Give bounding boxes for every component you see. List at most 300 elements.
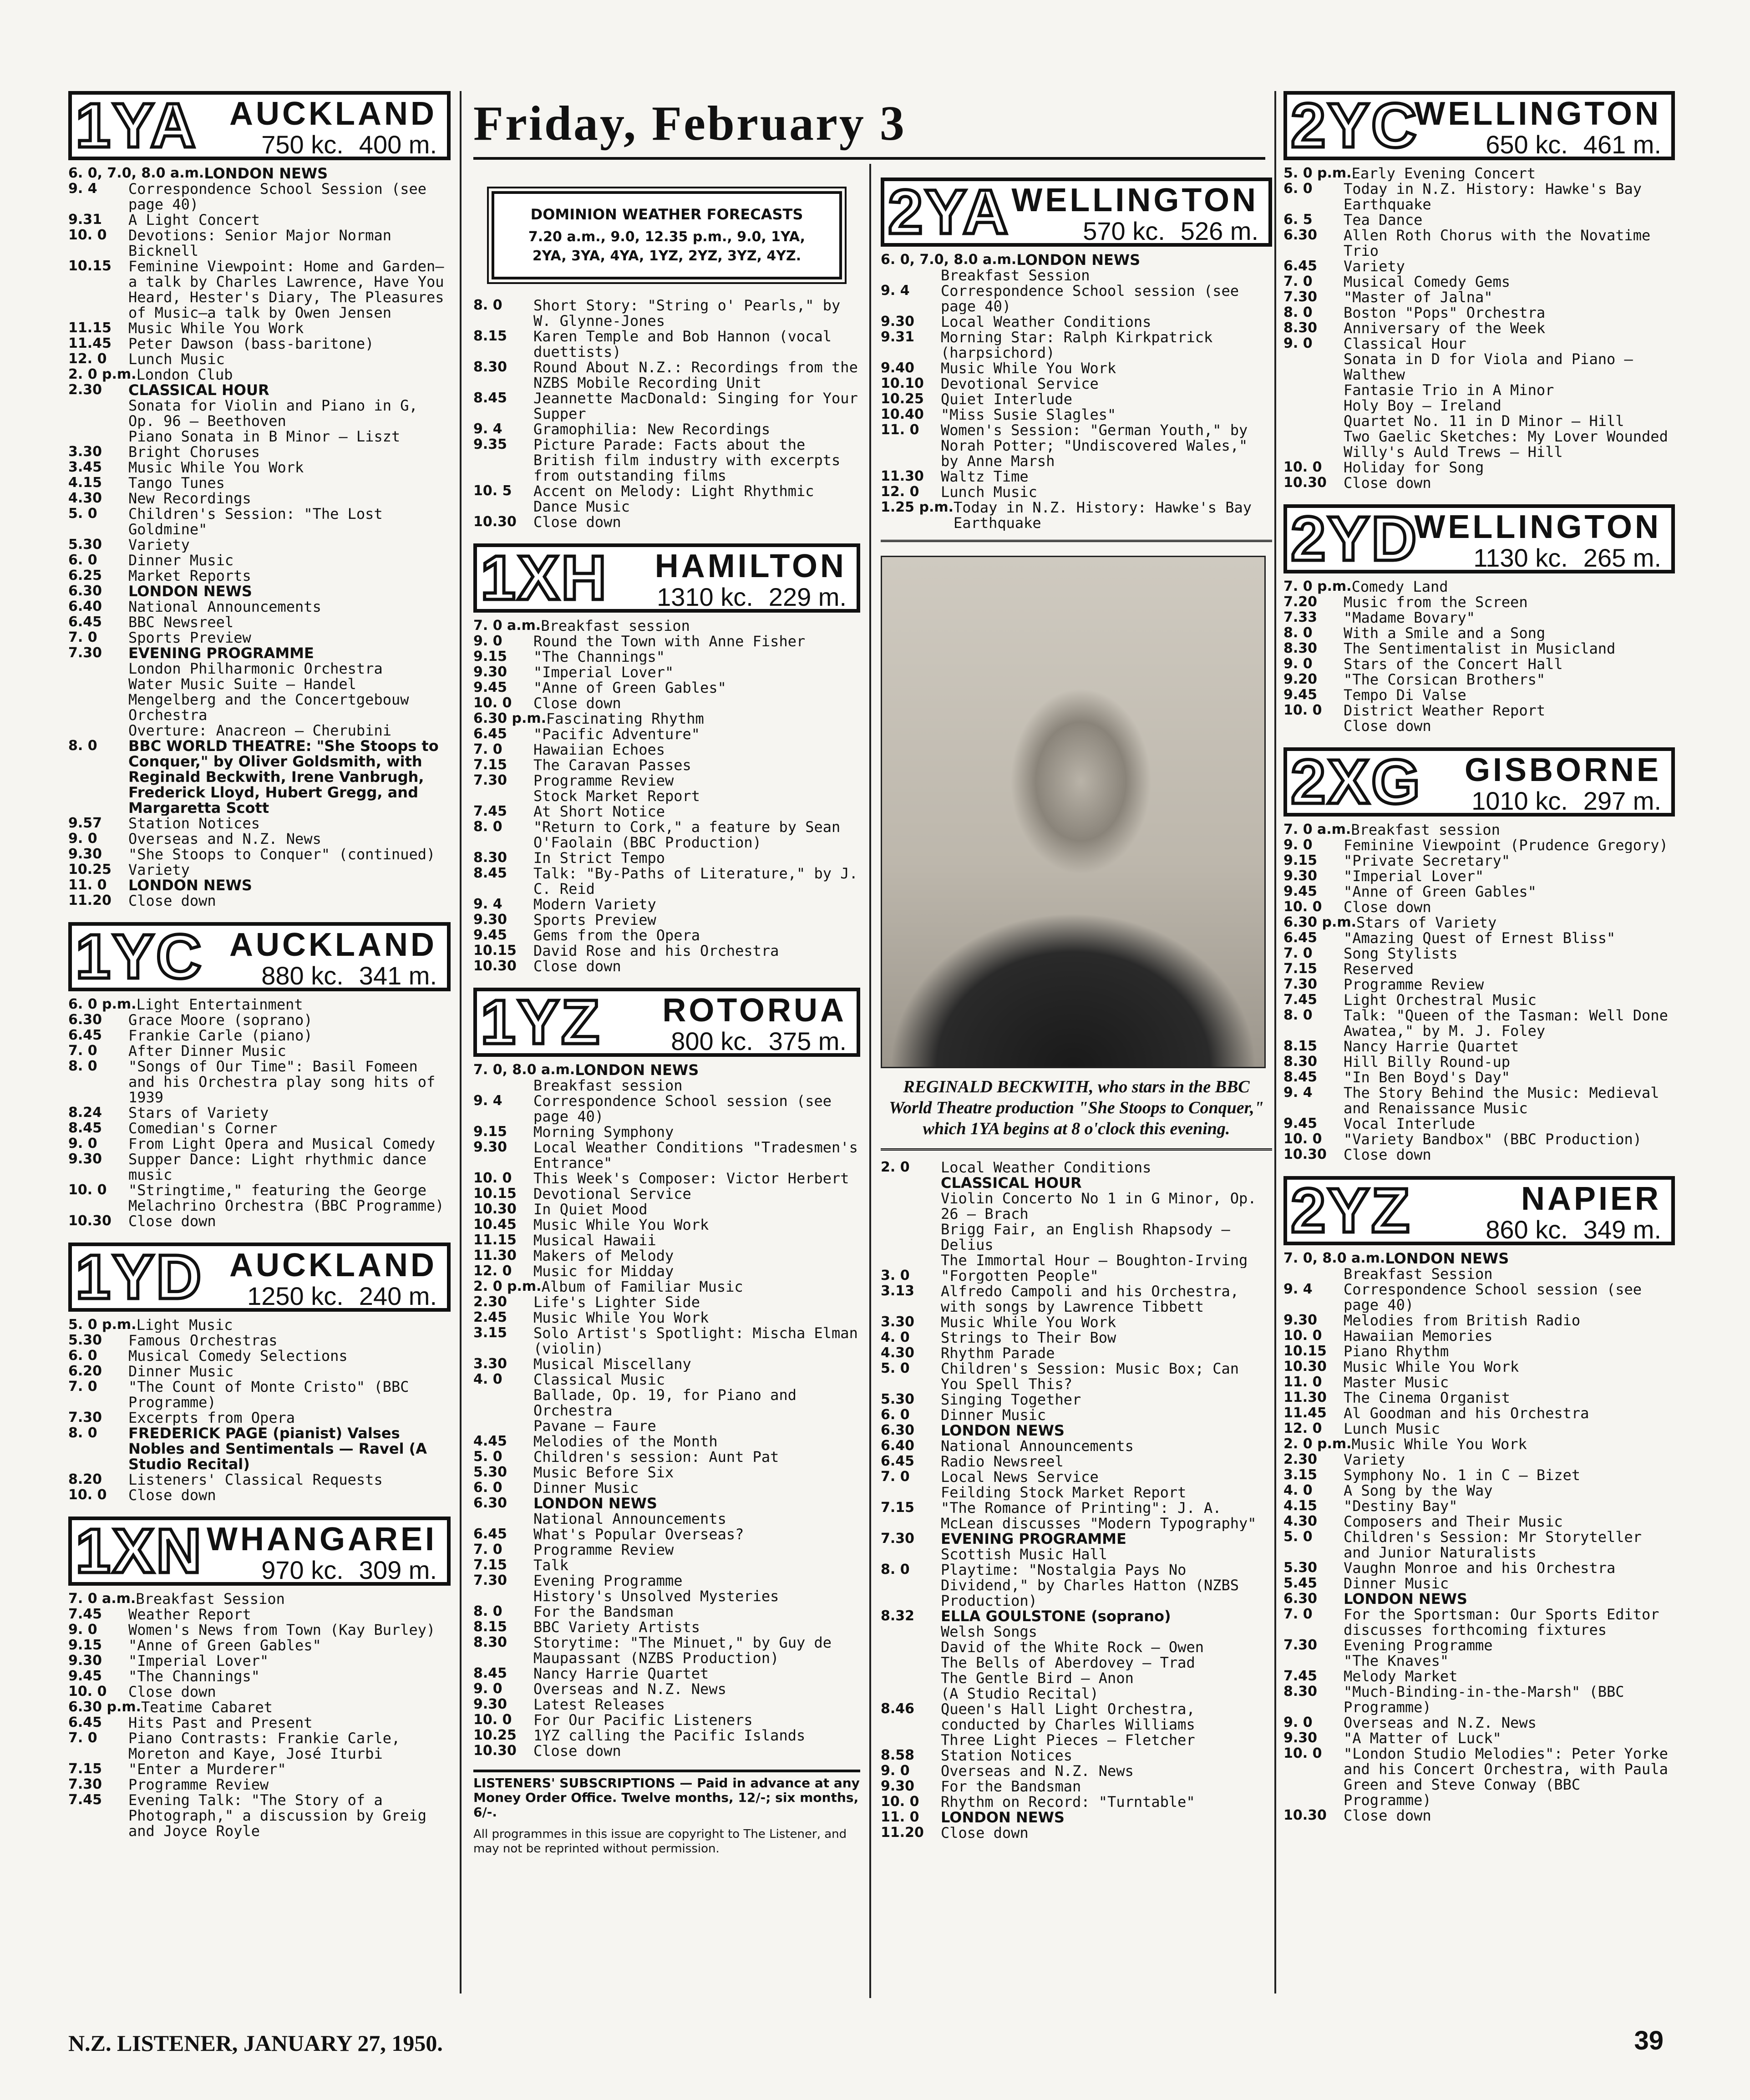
entry-title: "Songs of Our Time": Basil Fomeen and his Orchestra play song hits of 1939 — [128, 1059, 436, 1105]
entry-time: 9. 0 — [68, 1622, 97, 1638]
entry-title: Programme Review — [128, 1777, 269, 1792]
entry-time — [68, 676, 128, 692]
entry-time: 5. 0 p.m. — [68, 1317, 137, 1333]
station-callsign: 1XN — [76, 1516, 203, 1586]
schedule-entry — [473, 1279, 860, 1294]
entry-title: Women's Session: "German Youth," by Norah Potter; "Undiscovered Wales," by Anne Marsh — [941, 422, 1248, 469]
entry-time — [68, 398, 128, 429]
schedule-entry — [1283, 1436, 1675, 1452]
schedule-entry — [1283, 992, 1675, 1008]
entry-time — [1283, 429, 1344, 444]
schedule-entry — [473, 1387, 860, 1418]
entry-title: "Variety Bandbox" (BBC Production) — [1344, 1131, 1642, 1147]
entry-title: Melodies from British Radio — [1344, 1313, 1581, 1328]
station-frequency: 1130 kc. 265 m. — [1473, 543, 1661, 572]
schedule-entry — [68, 1730, 451, 1761]
schedule-entry — [881, 1469, 1272, 1485]
entry-time: 2. 0 p.m. — [1283, 1436, 1352, 1452]
schedule-entry — [473, 680, 860, 695]
schedule-entry — [1283, 289, 1675, 305]
schedule-entry — [1283, 1730, 1675, 1746]
schedule-entry — [881, 1748, 1272, 1763]
entry-time: 9. 4 — [473, 1093, 502, 1109]
schedule-entry — [68, 997, 451, 1012]
entry-time: 6.30 — [68, 583, 102, 599]
entry-time: 10. 0 — [1283, 899, 1322, 915]
entry-time: 9.40 — [881, 360, 915, 376]
schedule-entry — [1283, 1251, 1675, 1266]
entry-title: "Imperial Lover" — [128, 1653, 269, 1669]
entry-time: 8.24 — [68, 1105, 102, 1121]
entry-time: 11. 0 — [881, 1810, 919, 1825]
entry-time: 10. 0 — [1283, 1328, 1322, 1344]
entry-time: 9.57 — [68, 816, 102, 831]
entry-time: 7. 0 a.m. — [68, 1591, 136, 1607]
entry-time: 10. 0 — [68, 1684, 107, 1699]
entry-title: For the Bandsman — [941, 1779, 1081, 1794]
schedule-entry — [68, 1028, 451, 1043]
entry-title: FREDERICK PAGE (pianist) Valses Nobles and Sentimentals — Ravel (A Studio Recital) — [128, 1425, 427, 1472]
entry-time: 9.45 — [1283, 884, 1318, 899]
entry-title: Melodies of the Month — [533, 1434, 718, 1449]
schedule-entry — [473, 1511, 860, 1527]
weather-times: 7.20 a.m., 9.0, 12.35 p.m., 9.0, 1YA, — [528, 229, 806, 245]
entry-time: 10. 0 — [1283, 460, 1322, 475]
entry-time — [1283, 398, 1344, 413]
column-rule — [1274, 91, 1276, 1993]
entry-time: 9.45 — [1283, 687, 1318, 703]
schedule-entry — [1283, 351, 1675, 382]
entry-title: Musical Comedy Selections — [128, 1348, 348, 1364]
schedule-1yc — [68, 997, 451, 1229]
entry-title: Local Weather Conditions — [941, 1160, 1151, 1175]
schedule-entry — [473, 421, 860, 437]
entry-title: Holy Boy — Ireland — [1344, 398, 1501, 413]
entry-time: 8.32 — [881, 1608, 915, 1624]
entry-time: 5.30 — [68, 1333, 102, 1348]
entry-title: Variety — [1344, 259, 1405, 274]
entry-time: 7. 0 — [473, 1542, 502, 1557]
schedule-entry — [68, 630, 451, 645]
schedule-entry — [473, 1666, 860, 1681]
entry-title: Breakfast session — [533, 1078, 683, 1093]
entry-time: 9.30 — [473, 912, 507, 928]
schedule-entry — [473, 649, 860, 664]
entry-title: "Forgotten People" — [941, 1268, 1099, 1283]
schedule-entry — [473, 1542, 860, 1557]
entry-title: The Story Behind the Music: Medieval and Renaissance Music — [1344, 1085, 1659, 1116]
schedule-entry — [68, 1182, 451, 1213]
schedule-entry — [68, 692, 451, 723]
entry-time: 10. 0 — [68, 1182, 107, 1198]
schedule-entry — [68, 645, 451, 661]
entry-time: 7. 0 — [1283, 946, 1313, 961]
entry-time: 7.20 — [1283, 594, 1318, 610]
entry-time: 10.10 — [881, 376, 924, 391]
schedule-entry — [1283, 382, 1675, 398]
entry-time: 7. 0, 8.0 a.m. — [1283, 1251, 1385, 1266]
schedule-entry — [1283, 594, 1675, 610]
entry-title: "Miss Susie Slagles" — [941, 407, 1116, 422]
entry-time: 9.15 — [473, 1124, 507, 1140]
schedule-1yz — [473, 1062, 860, 1759]
entry-time: 2.30 — [1283, 1452, 1318, 1467]
schedule-entry — [473, 1635, 860, 1666]
entry-title: Rhythm on Record: "Turntable" — [941, 1794, 1195, 1810]
entry-title: "The Channings" — [533, 649, 665, 664]
schedule-entry — [473, 850, 860, 866]
entry-title: In Strict Tempo — [533, 850, 665, 866]
entry-time: 3.15 — [1283, 1467, 1318, 1483]
schedule-entry — [473, 959, 860, 974]
schedule-entry — [473, 483, 860, 514]
schedule-entry — [473, 437, 860, 483]
entry-title: Market Reports — [128, 568, 251, 583]
entry-time: 9. 4 — [1283, 1085, 1313, 1101]
entry-time — [473, 1418, 533, 1434]
entry-time: 2. 0 p.m. — [68, 367, 137, 382]
schedule-entry — [68, 878, 451, 893]
schedule-entry — [881, 330, 1272, 360]
entry-title: Master Music — [1344, 1375, 1449, 1390]
schedule-entry — [68, 1715, 451, 1730]
entry-time — [881, 1624, 941, 1639]
schedule-entry — [473, 1728, 860, 1743]
entry-time: 9.30 — [473, 1140, 507, 1155]
entry-title: Overseas and N.Z. News — [533, 1681, 726, 1697]
station-frequency: 1010 kc. 297 m. — [1471, 786, 1661, 815]
entry-title: Piano Contrasts: Frankie Carle, Moreton and Kaye, José Iturbi — [128, 1730, 401, 1761]
schedule-entry — [1283, 228, 1675, 259]
entry-time: 6. 0 — [68, 553, 97, 568]
station-frequency: 880 kc. 341 m. — [261, 961, 437, 990]
entry-time: 7. 0 — [68, 1043, 97, 1059]
schedule-entry — [881, 1500, 1272, 1531]
schedule-2ya-afternoon — [881, 1160, 1272, 1841]
entry-title: Quiet Interlude — [941, 391, 1072, 407]
entry-title: Hawaiian Echoes — [533, 742, 665, 757]
entry-time — [1283, 351, 1344, 382]
entry-title: Music for Midday — [533, 1263, 674, 1279]
entry-title: "The Count of Monte Cristo" (BBC Programme) — [128, 1379, 409, 1410]
schedule-entry — [473, 1557, 860, 1573]
schedule-entry — [68, 1348, 451, 1364]
entry-title: Lunch Music — [1344, 1421, 1440, 1436]
schedule-entry — [1283, 656, 1675, 672]
entry-time: 8. 0 — [1283, 625, 1313, 641]
entry-time — [1283, 413, 1344, 429]
entry-title: Close down — [533, 1743, 621, 1759]
station-banner-1xh — [473, 543, 860, 613]
entry-time: 9. 0 — [1283, 336, 1313, 351]
entry-title: LONDON NEWS — [533, 1496, 657, 1511]
entry-time: 10. 0 — [1283, 703, 1322, 718]
schedule-entry — [881, 1701, 1272, 1732]
entry-time: 4. 0 — [1283, 1483, 1313, 1498]
schedule-entry — [1283, 837, 1675, 853]
entry-time: 5.30 — [68, 537, 102, 553]
entry-time — [68, 692, 128, 723]
column-rule — [869, 164, 871, 1998]
schedule-entry — [68, 1622, 451, 1638]
schedule-entry — [881, 1345, 1272, 1361]
entry-title: Programme Review — [533, 1542, 674, 1557]
schedule-entry — [881, 1407, 1272, 1423]
schedule-entry — [1283, 868, 1675, 884]
entry-title: Alfredo Campoli and his Orchestra, with songs by Lawrence Tibbett — [941, 1283, 1239, 1314]
entry-time: 9. 4 — [473, 897, 502, 912]
entry-time: 9.45 — [1283, 1116, 1318, 1131]
schedule-entry — [68, 382, 451, 398]
entry-time: 8.15 — [473, 329, 507, 344]
entry-title: Sonata in D for Viola and Piano — Walthew — [1344, 351, 1633, 382]
entry-time: 7. 0 a.m. — [473, 618, 541, 634]
schedule-entry — [1283, 1514, 1675, 1529]
entry-time: 4.15 — [68, 475, 102, 491]
entry-time: 10.15 — [473, 1186, 517, 1202]
entry-title: Willy's Auld Trews — Hill — [1344, 444, 1563, 460]
schedule-entry — [473, 1619, 860, 1635]
schedule-entry — [68, 893, 451, 908]
station-frequency: 750 kc. 400 m. — [261, 130, 437, 159]
schedule-entry — [473, 804, 860, 819]
entry-time: 10.30 — [473, 514, 517, 530]
station-banner-2ya — [881, 178, 1272, 247]
entry-time — [881, 1732, 941, 1748]
entry-title: Overseas and N.Z. News — [128, 831, 321, 847]
station-city: AUCKLAND — [229, 96, 437, 132]
schedule-entry — [1283, 1116, 1675, 1131]
schedule-entry — [68, 614, 451, 630]
entry-time: 9. 0 — [473, 1681, 502, 1697]
station-callsign: 2YC — [1291, 91, 1419, 161]
station-banner-1xn — [68, 1517, 451, 1586]
schedule-entry — [68, 1136, 451, 1151]
entry-title: A Song by the Way — [1344, 1483, 1493, 1498]
schedule-entry — [881, 500, 1272, 531]
schedule-entry — [881, 407, 1272, 422]
entry-title: New Recordings — [128, 491, 251, 506]
schedule-entry — [68, 1379, 451, 1410]
station-city: ROTORUA — [662, 992, 847, 1029]
entry-time: 9.31 — [68, 212, 102, 228]
schedule-entry — [1283, 1375, 1675, 1390]
schedule-entry — [473, 1418, 860, 1434]
entry-title: Vaughn Monroe and his Orchestra — [1344, 1560, 1616, 1576]
entry-time: 12. 0 — [473, 1263, 512, 1279]
schedule-entry — [473, 928, 860, 943]
entry-time: 6.40 — [68, 599, 102, 614]
entry-title: LONDON NEWS — [575, 1062, 699, 1078]
entry-title: Ballade, Op. 19, for Piano and Orchestra — [533, 1387, 796, 1418]
entry-title: "Return to Cork," a feature by Sean O'Faolain (BBC Production) — [533, 819, 841, 850]
station-frequency: 1250 kc. 240 m. — [247, 1282, 437, 1310]
schedule-entry — [473, 773, 860, 788]
entry-time: 4. 0 — [881, 1330, 910, 1345]
entry-title: "Much-Binding-in-the-Marsh" (BBC Programme) — [1344, 1684, 1624, 1715]
entry-title: Feminine Viewpoint: Home and Garden—a talk by Charles Lawrence, Have You Heard, Hester's Diary, The Pleasures of Music—a talk by Owen Jensen — [128, 259, 444, 320]
schedule-entry — [68, 1043, 451, 1059]
schedule-entry — [1283, 1405, 1675, 1421]
station-city: HAMILTON — [654, 548, 847, 584]
schedule-entry — [473, 1449, 860, 1465]
schedule-entry — [1283, 1591, 1675, 1607]
entry-title: "Anne of Green Gables" — [533, 680, 726, 695]
entry-title: Devotions: Senior Major Norman Bicknell — [128, 228, 391, 259]
schedule-entry — [473, 1372, 860, 1387]
schedule-entry — [473, 1697, 860, 1712]
schedule-entry — [1283, 320, 1675, 336]
station-city: AUCKLAND — [229, 1247, 437, 1283]
entry-time: 11.20 — [68, 893, 112, 908]
entry-time: 6.30 — [68, 1012, 102, 1028]
schedule-entry — [473, 1527, 860, 1542]
schedule-entry — [473, 897, 860, 912]
schedule-entry — [1283, 853, 1675, 868]
entry-time: 6.45 — [68, 1715, 102, 1730]
entry-time: 4.30 — [881, 1345, 915, 1361]
schedule-entry — [881, 1794, 1272, 1810]
schedule-1yd — [68, 1317, 451, 1503]
entry-title: Nancy Harrie Quartet — [1344, 1039, 1519, 1054]
schedule-entry — [473, 943, 860, 959]
column-2 — [473, 164, 860, 1856]
schedule-entry — [68, 1121, 451, 1136]
entry-title: For Our Pacific Listeners — [533, 1712, 753, 1728]
entry-title: Breakfast Session — [941, 268, 1090, 283]
schedule-entry — [1283, 1039, 1675, 1054]
entry-time: 9. 4 — [68, 181, 97, 197]
header-rule — [473, 157, 1265, 160]
station-callsign: 2XG — [1291, 747, 1422, 817]
entry-title: Latest Releases — [533, 1697, 665, 1712]
schedule-entry — [1283, 259, 1675, 274]
schedule-entry — [473, 1202, 860, 1217]
entry-time: 8. 0 — [1283, 1008, 1313, 1023]
entry-title: The Bells of Aberdovey — Trad — [941, 1655, 1195, 1670]
entry-title: Music Before Six — [533, 1465, 674, 1480]
entry-time: 9. 4 — [473, 421, 502, 437]
schedule-entry — [1283, 336, 1675, 351]
entry-time: 6.25 — [68, 568, 102, 583]
entry-title: Talk: "By-Paths of Literature," by J. C. Reid — [533, 866, 858, 897]
schedule-entry — [473, 1140, 860, 1171]
entry-time: 8. 0 — [473, 819, 502, 835]
schedule-entry — [68, 460, 451, 475]
entry-time: 6.30 — [473, 1496, 507, 1511]
schedule-entry — [1283, 1390, 1675, 1405]
entry-time: 10.15 — [1283, 1344, 1327, 1359]
entry-title: Close down — [533, 514, 621, 530]
schedule-entry — [68, 661, 451, 676]
schedule-entry — [881, 1283, 1272, 1314]
entry-time: 8. 0 — [68, 738, 97, 754]
schedule-entry — [1283, 1529, 1675, 1560]
entry-title: Hill Billy Round-up — [1344, 1054, 1511, 1070]
entry-title: Dinner Music — [128, 553, 234, 568]
schedule-entry — [68, 1669, 451, 1684]
entry-title: Close down — [128, 1213, 216, 1229]
schedule-entry — [473, 1465, 860, 1480]
entry-title: Vocal Interlude — [1344, 1116, 1475, 1131]
schedule-entry — [68, 1761, 451, 1777]
entry-title: "Imperial Lover" — [533, 664, 674, 680]
station-callsign: 1XH — [481, 543, 609, 613]
entry-title: LONDON NEWS — [941, 1423, 1065, 1438]
schedule-entry — [473, 912, 860, 928]
entry-time: 10. 0 — [473, 1171, 512, 1186]
schedule-entry — [881, 391, 1272, 407]
schedule-entry — [881, 1268, 1272, 1283]
entry-time: 10. 0 — [1283, 1131, 1322, 1147]
schedule-2yz — [1283, 1251, 1675, 1823]
schedule-entry — [1283, 1483, 1675, 1498]
entry-title: Station Notices — [941, 1748, 1072, 1763]
schedule-entry — [68, 506, 451, 537]
entry-title: Tea Dance — [1344, 212, 1423, 228]
station-city: AUCKLAND — [229, 927, 437, 963]
entry-time: 8.45 — [473, 866, 507, 881]
schedule-entry — [1283, 884, 1675, 899]
schedule-entry — [473, 634, 860, 649]
entry-time: 6.30 — [881, 1423, 915, 1438]
schedule-entry — [881, 1655, 1272, 1670]
entry-time: 9.15 — [1283, 853, 1318, 868]
entry-time: 10.25 — [68, 862, 112, 878]
entry-title: Musical Comedy Gems — [1344, 274, 1511, 289]
schedule-entry — [473, 329, 860, 360]
entry-title: Tempo Di Valse — [1344, 687, 1466, 703]
schedule-entry — [473, 866, 860, 897]
entry-title: Close down — [1344, 475, 1431, 491]
entry-title: Music While You Work — [1351, 1436, 1527, 1452]
schedule-entry — [881, 1485, 1272, 1500]
schedule-entry — [1283, 687, 1675, 703]
schedule-entry — [1283, 1467, 1675, 1483]
entry-title: Talk: "Queen of the Tasman: Well Done Awatea," by M. J. Foley — [1344, 1008, 1668, 1039]
entry-time: 6.30 — [1283, 1591, 1318, 1607]
schedule-entry — [1283, 1607, 1675, 1638]
entry-time — [881, 1222, 941, 1253]
entry-title: Feilding Stock Market Report — [941, 1485, 1187, 1500]
entry-title: Women's News from Town (Kay Burley) — [128, 1622, 436, 1638]
entry-title: "Anne of Green Gables" — [1344, 884, 1537, 899]
entry-time: 9.30 — [473, 664, 507, 680]
entry-time: 11. 0 — [1283, 1375, 1322, 1390]
entry-time: 8. 0 — [881, 1562, 910, 1578]
entry-title: Violin Concerto No 1 in G Minor, Op. 26 — Brach — [941, 1191, 1257, 1222]
entry-time: 8.45 — [68, 1121, 102, 1136]
schedule-entry — [473, 1124, 860, 1140]
schedule-entry — [473, 1093, 860, 1124]
entry-title: Scottish Music Hall — [941, 1547, 1108, 1562]
entry-time: 5.30 — [473, 1465, 507, 1480]
station-frequency: 570 kc. 526 m. — [1083, 217, 1258, 245]
entry-time: 2. 0 p.m. — [473, 1279, 542, 1294]
schedule-entry — [881, 1160, 1272, 1175]
schedule-entry — [1283, 1008, 1675, 1039]
entry-time: 11.45 — [68, 336, 112, 351]
station-callsign: 2YD — [1291, 504, 1419, 574]
entry-title: Solo Artist's Spotlight: Mischa Elman (violin) — [533, 1325, 858, 1356]
entry-time: 3.30 — [473, 1356, 507, 1372]
entry-time: 8. 0 — [473, 298, 502, 313]
schedule-entry — [68, 862, 451, 878]
entry-time: 6.40 — [881, 1438, 915, 1454]
entry-time: 11.30 — [881, 469, 924, 484]
entry-time: 8.30 — [473, 850, 507, 866]
schedule-entry — [68, 228, 451, 259]
